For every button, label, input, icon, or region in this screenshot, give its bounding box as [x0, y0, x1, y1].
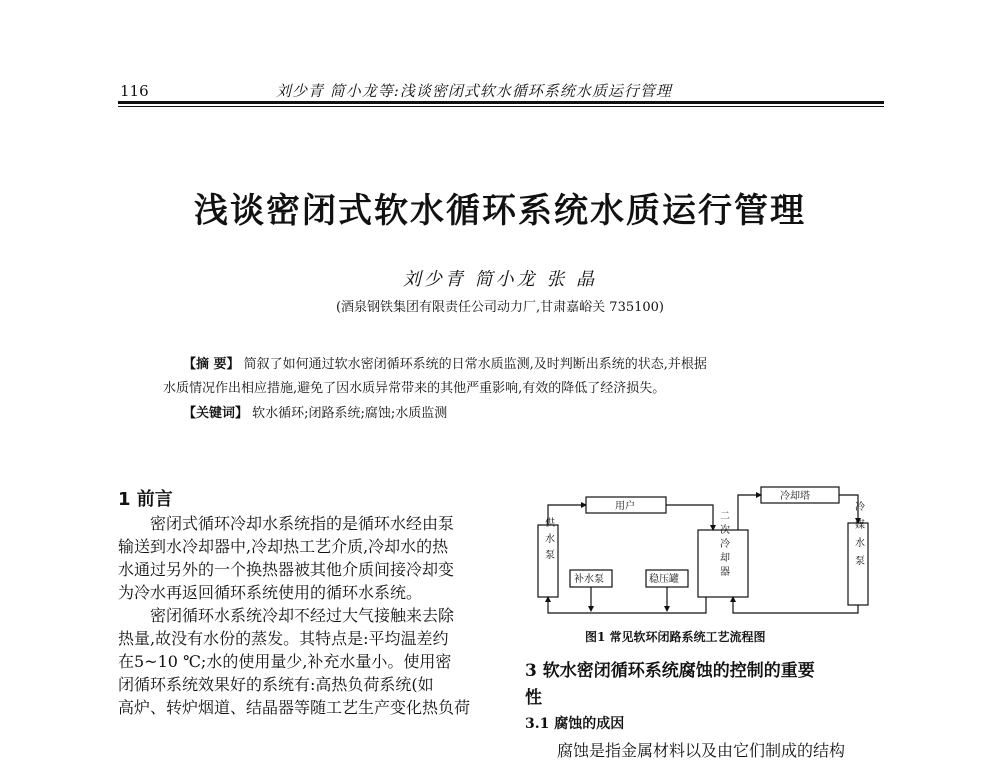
body-line: 热量,故没有水份的蒸发。其特点是:平均温差约 [118, 629, 449, 648]
keywords-line [183, 402, 447, 421]
body-line: 密闭循环水系统冷却不经过大气接触来去除 [150, 606, 455, 625]
body-line: 在5~10 ℃;水的使用量少,补充水量小。使用密 [118, 652, 452, 671]
fig-label-supply-pump: 供水泵 [542, 517, 554, 565]
figure-caption: 图1 常见软环闭路系统工艺流程图 [585, 630, 766, 644]
fig-label-stabilizer: 稳压罐 [649, 574, 679, 585]
article-affiliation: (酒泉钢铁集团有限责任公司动力厂,甘肃嘉峪关 735100) [335, 300, 665, 315]
fig-label-cooling-tower: 冷却塔 [780, 491, 810, 502]
page-number: 116 [120, 82, 149, 100]
section-3-heading: 3 软水密闭循环系统腐蚀的控制的重要 [525, 661, 815, 681]
body-line: 密闭式循环冷却水系统指的是循环水经由泵 [150, 514, 455, 533]
section-3-1-body: 腐蚀是指金属材料以及由它们制成的结构 [557, 741, 846, 760]
abstract-line-1 [183, 353, 707, 372]
fig-label-secondary-cooler: 二次冷却器 [717, 510, 729, 580]
body-line: 为冷水再返回循环系统使用的循环水系统。 [118, 583, 423, 602]
article-authors: 刘少青 简小龙 张 晶 [402, 269, 598, 290]
header-rule-thin [118, 106, 884, 107]
abstract-text-1: 简叙了如何通过软水密闭循环系统的日常水质监测,及时判断出系统的状态,并根据 [243, 357, 707, 372]
section-1-heading: 1 前言 [118, 489, 173, 510]
keywords-label: 【关键词】 [183, 406, 249, 421]
body-line: 闭循环系统效果好的系统有:高热负荷系统(如 [118, 675, 434, 694]
process-flow-diagram [528, 485, 878, 625]
running-title: 刘少青 简小龙等:浅谈密闭式软水循环系统水质运行管理 [276, 82, 672, 100]
fig-label-makeup-pump: 补水泵 [574, 574, 604, 585]
keywords-text: 软水循环;闭路系统;腐蚀;水质监测 [252, 406, 448, 421]
body-line: 水通过另外的一个换热器被其他介质间接冷却变 [118, 560, 455, 579]
body-line: 高炉、转炉烟道、结晶器等随工艺生产变化热负荷 [118, 698, 471, 717]
fig-label-cooling-pump: 冷媒水泵 [852, 501, 864, 573]
abstract-line-2: 水质情况作出相应措施,避免了因水质异常带来的其他严重影响,有效的降低了经济损失。 [163, 381, 666, 396]
article-title: 浅谈密闭式软水循环系统水质运行管理 [194, 191, 806, 231]
section-3-1-heading: 3.1 腐蚀的成因 [525, 716, 625, 732]
section-1-body [118, 512, 493, 719]
header-rule-thick [118, 101, 884, 104]
abstract-label: 【摘 要】 [183, 357, 240, 372]
section-3-heading-cont: 性 [525, 688, 542, 708]
fig-label-user: 用户 [615, 501, 635, 512]
body-line: 输送到水冷却器中,冷却热工艺介质,冷却水的热 [118, 537, 449, 556]
